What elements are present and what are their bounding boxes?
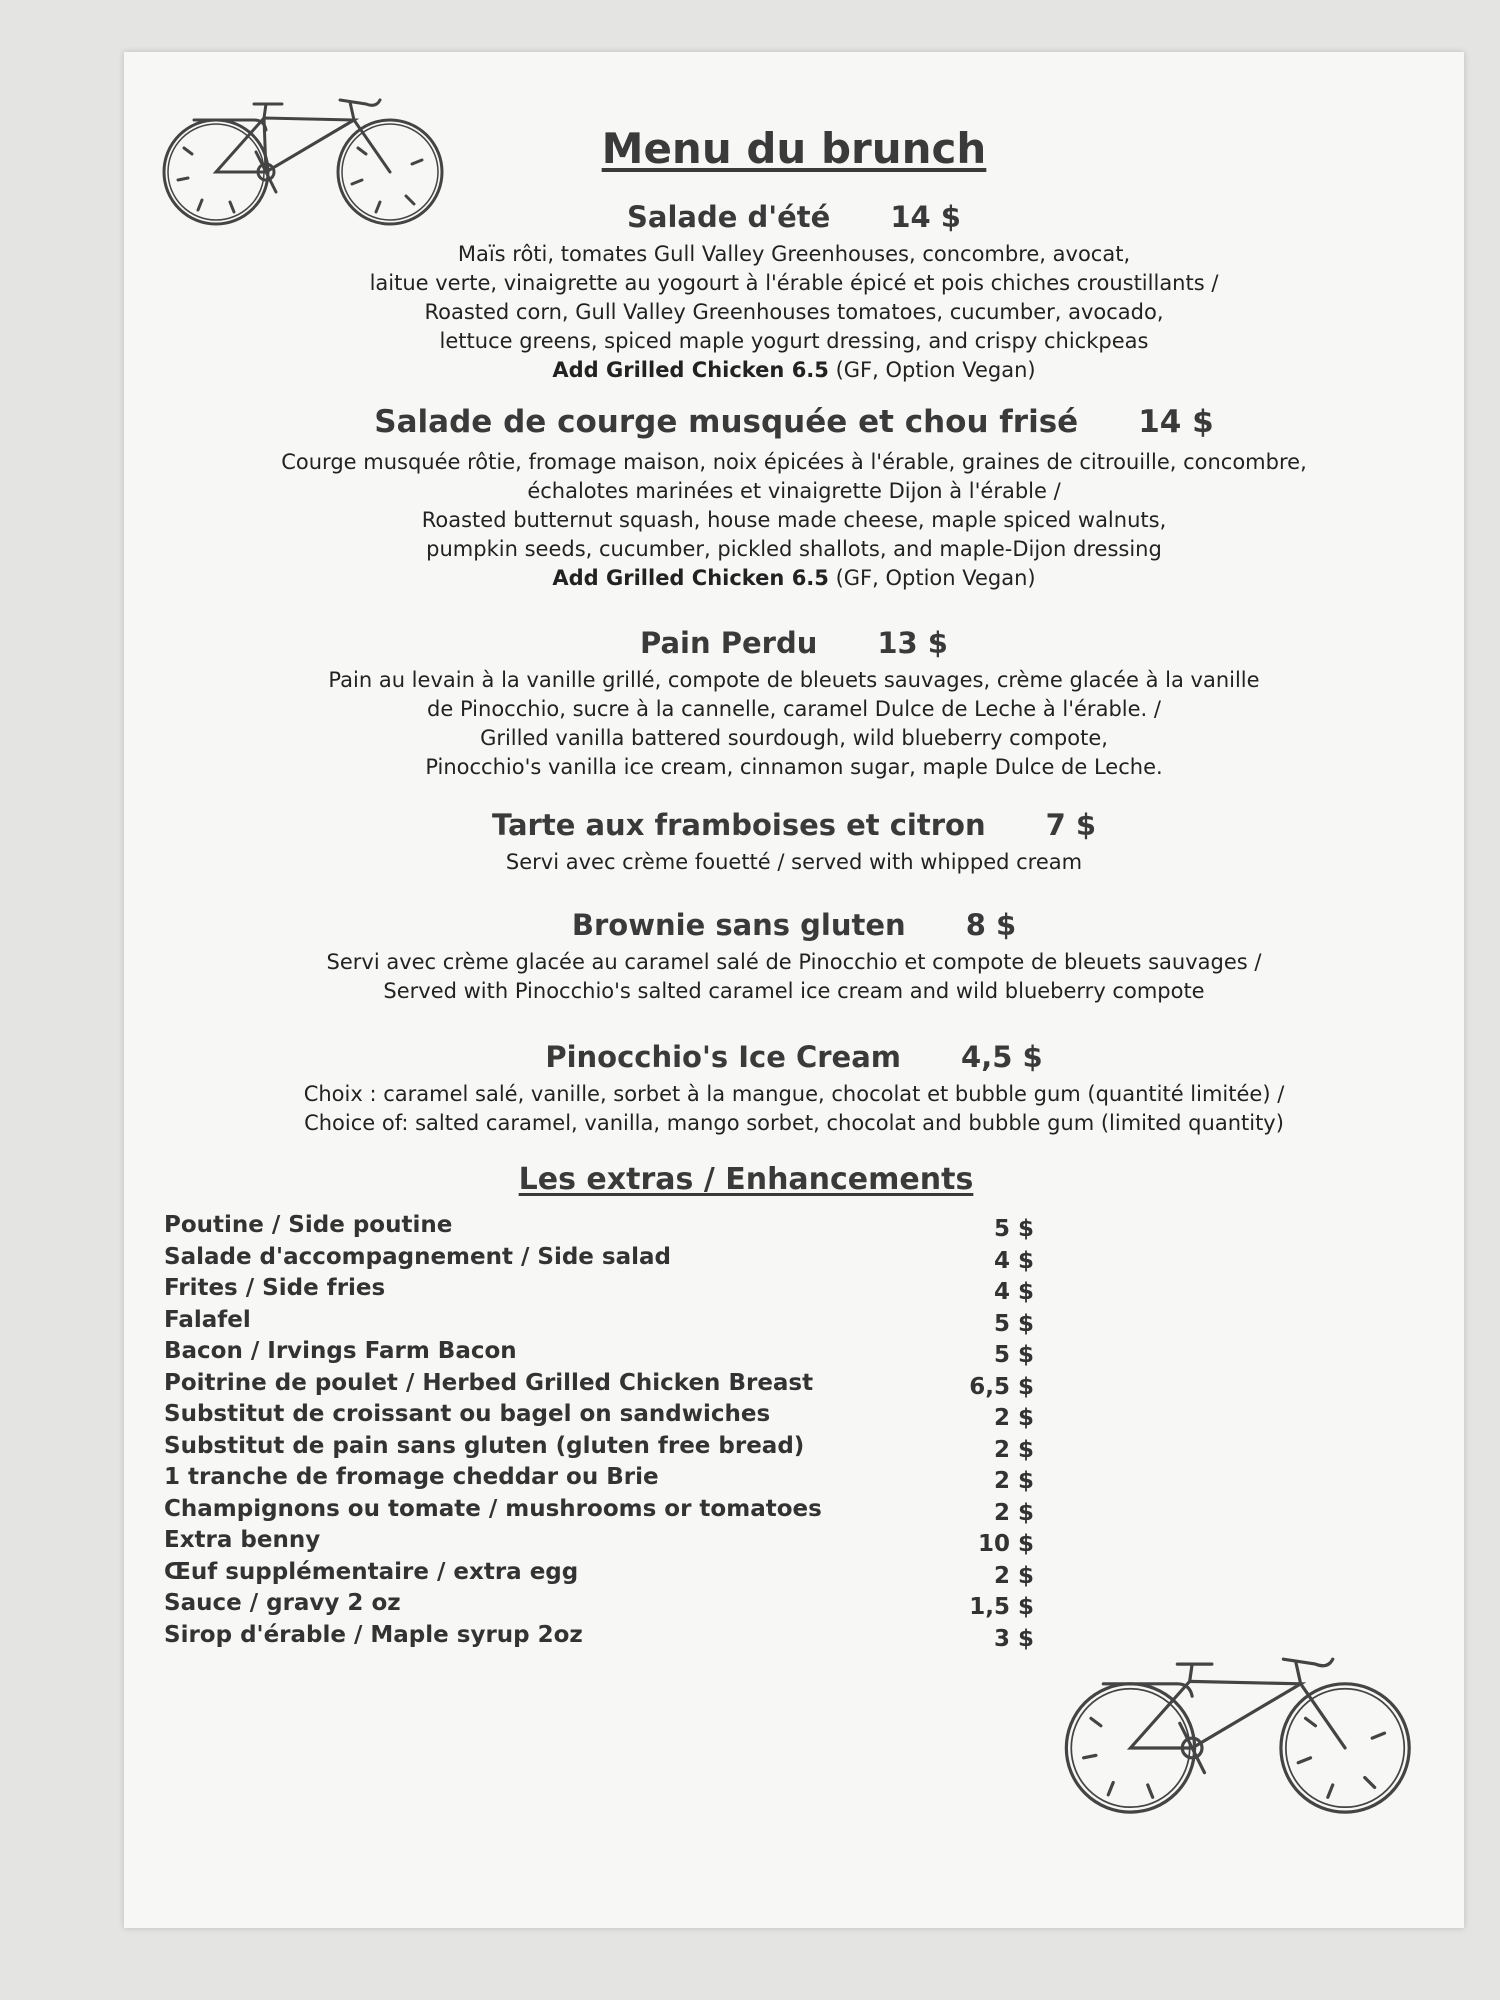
description-line: Grilled vanilla battered sourdough, wild blueberry compote, (480, 726, 1108, 750)
item-price: 7 $ (1045, 808, 1097, 842)
extra-label: Poutine / Side poutine (164, 1212, 453, 1238)
description-line: laitue verte, vinaigrette au yogourt à l'érable épicé et pois chiches croustillants / (369, 271, 1219, 295)
extras-row (164, 1370, 1034, 1402)
description-line: Choix : caramel salé, vanille, sorbet à la mangue, chocolat et bubble gum (quantité limitée) / (303, 1082, 1285, 1106)
description-line: Roasted corn, Gull Valley Greenhouses tomatoes, cucumber, avocado, (424, 300, 1164, 324)
item-name: Tarte aux framboises et citron (491, 808, 986, 842)
extras-row (164, 1496, 1034, 1528)
item-name: Salade d'été (627, 200, 831, 234)
bicycle-icon (1054, 1632, 1424, 1822)
extra-label: Sauce / gravy 2 oz (164, 1590, 401, 1616)
menu-item-title (124, 200, 1464, 234)
description-line: échalotes marinées et vinaigrette Dijon à l'érable / (527, 479, 1061, 503)
description-line: Choice of: salted caramel, vanilla, mango sorbet, chocolat and bubble gum (limited quantity) (304, 1111, 1284, 1135)
extras-row (164, 1590, 1034, 1622)
description-line: lettuce greens, spiced maple yogurt dressing, and crispy chickpeas (439, 329, 1149, 353)
extras-row (164, 1527, 1034, 1559)
extra-label: Salade d'accompagnement / Side salad (164, 1243, 671, 1270)
extra-label: Œuf supplémentaire / extra egg (164, 1558, 579, 1585)
extra-label: Frites / Side fries (164, 1275, 386, 1301)
item-description (124, 666, 1464, 782)
addon-note: (GF, Option Vegan) (828, 358, 1036, 382)
addon-label: Add Grilled Chicken 6.5 (552, 358, 829, 382)
item-price: 14 $ (1138, 404, 1214, 440)
item-price: 4,5 $ (961, 1040, 1043, 1074)
extra-price: 4 $ (993, 1247, 1034, 1274)
item-description (124, 948, 1464, 1006)
extra-price: 4 $ (993, 1279, 1034, 1305)
extras-title: Les extras / Enhancements (518, 1162, 974, 1197)
extra-label: Champignons ou tomate / mushrooms or tomatoes (164, 1495, 822, 1522)
extra-price: 2 $ (993, 1436, 1034, 1463)
addon-note: (GF, Option Vegan) (828, 566, 1036, 590)
menu-item-title (124, 808, 1464, 842)
extra-label: 1 tranche de fromage cheddar ou Brie (164, 1464, 659, 1490)
page-title: Menu du brunch (601, 124, 987, 173)
menu-item-title (124, 404, 1464, 440)
item-description (124, 240, 1464, 385)
extras-row (164, 1622, 1034, 1654)
extra-price: 10 $ (977, 1531, 1034, 1557)
extra-label: Sirop d'érable / Maple syrup 2oz (164, 1621, 583, 1648)
item-name: Salade de courge musquée et chou frisé (374, 404, 1079, 440)
addon-label: Add Grilled Chicken 6.5 (552, 566, 829, 590)
extra-label: Substitut de croissant ou bagel on sandwiches (164, 1401, 771, 1427)
description-line: Served with Pinocchio's salted caramel ice cream and wild blueberry compote (383, 979, 1205, 1003)
extras-row (164, 1275, 1034, 1307)
extras-row (164, 1212, 1034, 1244)
addon-line (124, 564, 1464, 593)
addon-line (124, 356, 1464, 385)
extra-price: 5 $ (993, 1342, 1034, 1368)
extra-price: 2 $ (993, 1468, 1034, 1494)
extra-price: 1,5 $ (969, 1594, 1034, 1620)
extra-label: Falafel (164, 1306, 251, 1333)
description-line: Pinocchio's vanilla ice cream, cinnamon sugar, maple Dulce de Leche. (425, 755, 1163, 779)
extras-row (164, 1401, 1034, 1433)
extras-row (164, 1464, 1034, 1496)
description-line: Pain au levain à la vanille grillé, compote de bleuets sauvages, crème glacée à la vanille (328, 668, 1260, 692)
item-price: 8 $ (965, 908, 1017, 942)
extra-label: Bacon / Irvings Farm Bacon (164, 1338, 517, 1364)
menu-item-title (124, 1040, 1464, 1074)
extra-price: 5 $ (993, 1310, 1034, 1337)
extra-price: 5 $ (993, 1216, 1034, 1242)
extra-label: Extra benny (164, 1527, 321, 1553)
extras-row (164, 1244, 1034, 1276)
extra-price: 3 $ (993, 1625, 1034, 1652)
item-name: Pain Perdu (640, 626, 818, 660)
extra-price: 2 $ (993, 1499, 1034, 1526)
item-name: Pinocchio's Ice Cream (545, 1040, 902, 1074)
description-line: Courge musquée rôtie, fromage maison, noix épicées à l'érable, graines de citrouille, concombre, (281, 450, 1307, 474)
extra-label: Poitrine de poulet / Herbed Grilled Chicken Breast (164, 1369, 814, 1396)
extras-list (164, 1212, 1034, 1653)
item-description (124, 448, 1464, 593)
item-name: Brownie sans gluten (571, 908, 906, 942)
extras-row (164, 1338, 1034, 1370)
extras-row (164, 1433, 1034, 1465)
description-line: Maïs rôti, tomates Gull Valley Greenhouses, concombre, avocat, (457, 242, 1131, 266)
extra-price: 2 $ (993, 1405, 1034, 1431)
extra-label: Substitut de pain sans gluten (gluten free bread) (164, 1432, 805, 1459)
extras-row (164, 1559, 1034, 1591)
item-price: 14 $ (890, 200, 961, 234)
menu-item-title (124, 908, 1464, 942)
description-line: de Pinocchio, sucre à la cannelle, caramel Dulce de Leche à l'érable. / (427, 697, 1161, 721)
extras-row (164, 1307, 1034, 1339)
item-description (124, 1080, 1464, 1138)
item-price: 13 $ (877, 626, 948, 660)
description-line: Servi avec crème glacée au caramel salé de Pinocchio et compote de bleuets sauvages / (326, 950, 1262, 974)
extra-price: 2 $ (993, 1562, 1034, 1589)
menu-item-title (124, 626, 1464, 660)
item-description (124, 848, 1464, 877)
description-line: pumpkin seeds, cucumber, pickled shallots, and maple-Dijon dressing (426, 537, 1162, 561)
description-line: Servi avec crème fouetté / served with whipped cream (505, 850, 1083, 874)
description-line: Roasted butternut squash, house made cheese, maple spiced walnuts, (421, 508, 1167, 532)
extra-price: 6,5 $ (969, 1373, 1034, 1400)
menu-sheet (124, 52, 1464, 1928)
